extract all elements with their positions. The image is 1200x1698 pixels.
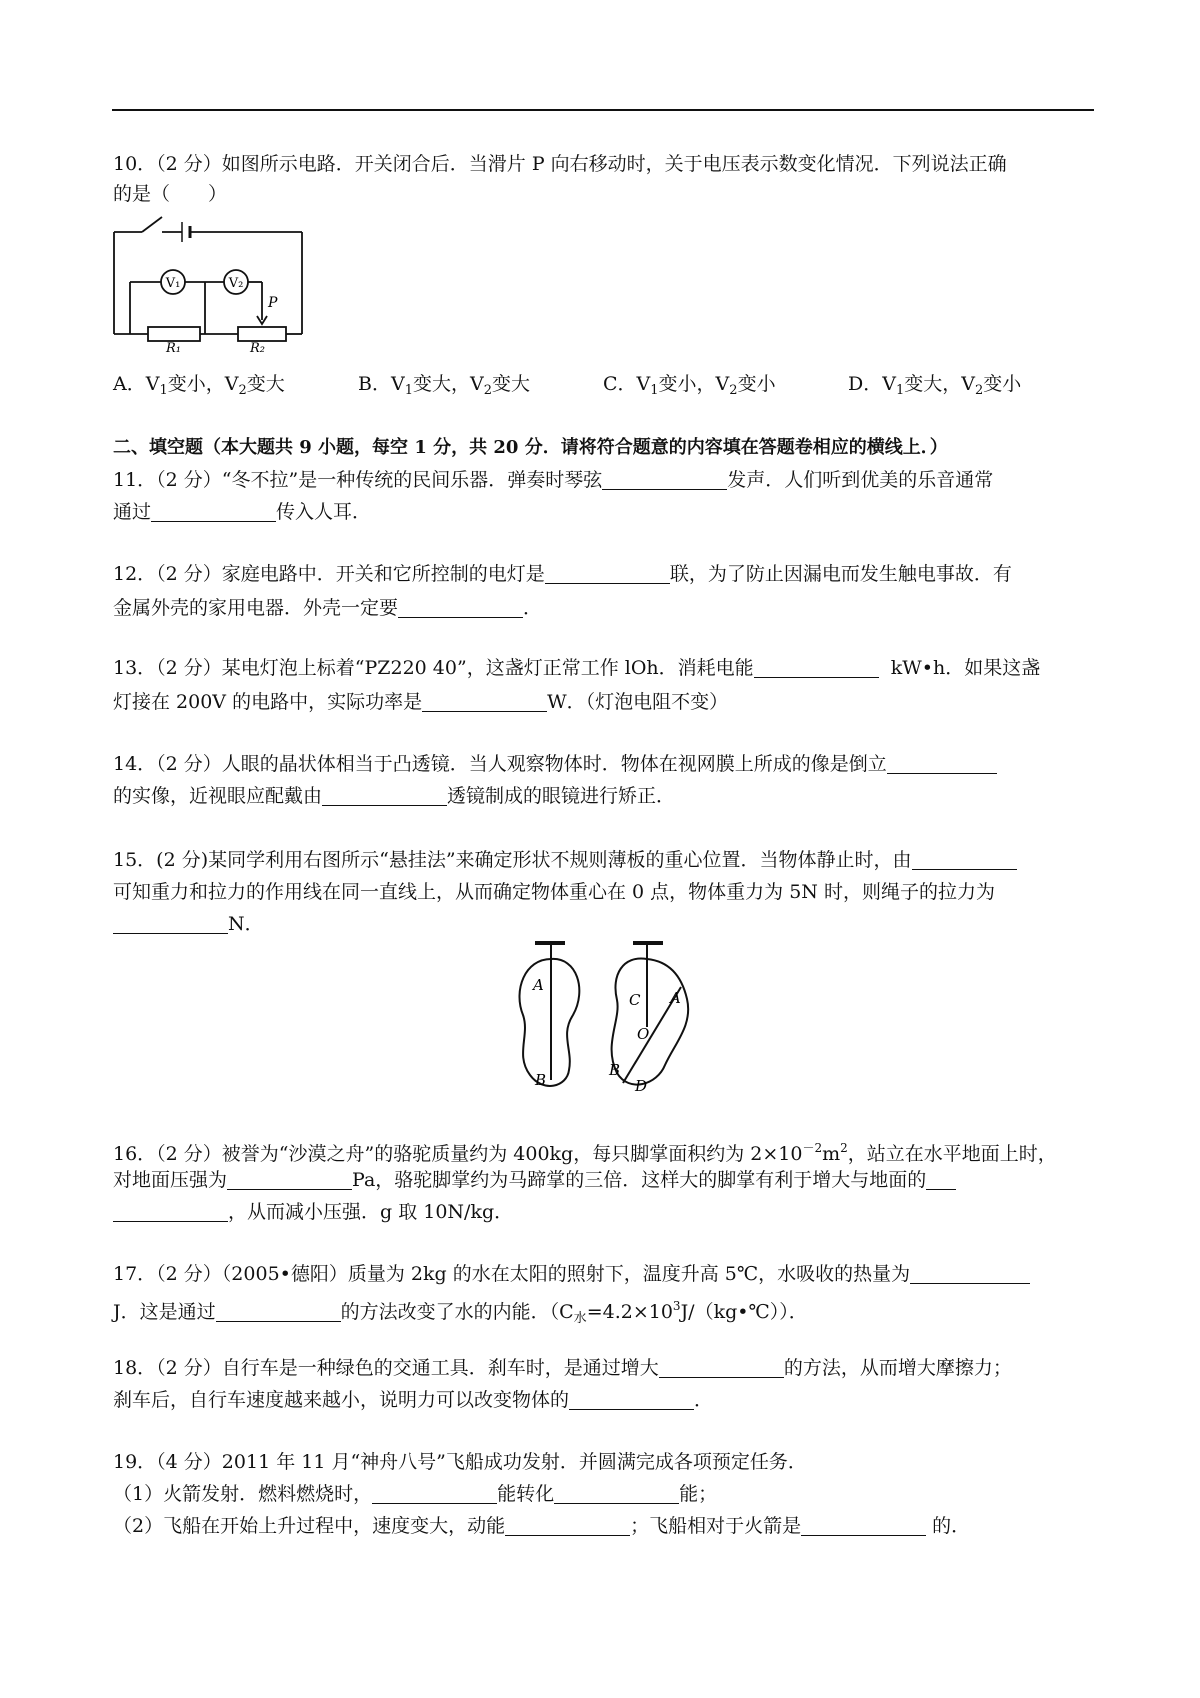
p-label: P (268, 295, 278, 311)
fig-label-a2: A (670, 989, 681, 1007)
q18-line1: 18．（2 分）自行车是一种绿色的交通工具．刹车时，是通过增大 的方法，从而增大摩擦力； (113, 1357, 1012, 1379)
q11-blank1[interactable] (602, 471, 727, 490)
q14-blank2[interactable] (322, 787, 447, 806)
q14-blank1[interactable] (887, 755, 997, 774)
q10-stem-line2: 的是（ ） (113, 183, 228, 205)
fig-label-a1: A (533, 976, 544, 994)
q19-line2: （1）火箭发射．燃料燃烧时， 能转化 能； (113, 1483, 718, 1505)
section2-heading: 二、填空题（本大题共 9 小题，每空 1 分，共 20 分．请将符合题意的内容填在答题卷相应的横线上．） (113, 437, 948, 458)
q17-line2: J．这是通过 的方法改变了水的内能．$(C_水=4.2\times 10^3J/(kg•℃))$． (113, 1299, 808, 1326)
q19-blank1[interactable] (372, 1485, 497, 1504)
v2-label: V₂ (228, 276, 244, 291)
q12-blank2[interactable] (398, 599, 523, 618)
fig-label-o: O (637, 1025, 650, 1043)
v1-label: V₁ (165, 276, 181, 291)
q16-line3: ，从而减小压强．g 取 10N/kg． (113, 1200, 513, 1224)
q14-line1: 14．（2 分）人眼的晶状体相当于凸透镜．当人观察物体时．物体在视网膜上所成的像是倒立 (113, 752, 997, 776)
q15-suspension-figure (505, 935, 705, 1095)
q12-line2: 金属外壳的家用电器．外壳一定要 ． (113, 597, 543, 619)
r2-label: R₂ (250, 341, 265, 352)
q15-line1: 15．(2 分)某同学利用右图所示“悬挂法”来确定形状不规则薄板的重心位置．当物体静止时，由 (113, 848, 1017, 872)
q19-line3: （2）飞船在开始上升过程中，速度变大，动能 ；飞船相对于火箭是 的． (113, 1515, 971, 1537)
q12-line1: 12．（2 分）家庭电路中．开关和它所控制的电灯是 联，为了防止因漏电而发生触电事故．有 (113, 563, 1012, 585)
fig-label-b1: B (535, 1071, 547, 1089)
q13-blank1[interactable] (754, 659, 879, 678)
q19-blank2[interactable] (554, 1485, 679, 1504)
q10-circuit-diagram (110, 212, 310, 352)
q13-line1: 13．（2 分）某电灯泡上标着“PZ220 40”，这盏灯正常工作 lOh．消耗电能 kW•h．如果这盏 (113, 657, 1041, 679)
q10-option-c[interactable]: C．$V_1$变小，$V_2$变小 (603, 373, 776, 398)
q19-blank3[interactable] (505, 1517, 630, 1536)
q15-line3: N． (113, 912, 264, 936)
q16-blank2-start[interactable] (926, 1171, 956, 1190)
q17-blank2[interactable] (216, 1303, 341, 1322)
q10-option-b[interactable]: B．$V_1$变大，$V_2$变大 (358, 373, 530, 398)
q16-line2: 对地面压强为 Pa，骆驼脚掌约为马蹄掌的三倍．这样大的脚掌有利于增大与地面的 (113, 1168, 956, 1192)
header-rule (112, 109, 1094, 111)
q11-line1: 11．（2 分）“冬不拉”是一种传统的民间乐器．弹奏时琴弦 发声．人们听到优美的乐音通常 (113, 469, 994, 491)
r1-label: R₁ (166, 341, 181, 352)
q15-blank1[interactable] (912, 851, 1017, 870)
q18-line2: 刹车后，自行车速度越来越小，说明力可以改变物体的 ． (113, 1389, 714, 1411)
q10-option-d[interactable]: D．$V_1$变大，$V_2$变小 (848, 373, 1022, 398)
q15-blank2[interactable] (113, 915, 228, 934)
q11-line2: 通过 传入人耳． (113, 501, 372, 523)
q13-blank2[interactable] (422, 693, 547, 712)
q19-blank4[interactable] (801, 1517, 926, 1536)
q16-blank2[interactable] (113, 1203, 228, 1222)
q18-blank2[interactable] (569, 1391, 694, 1410)
q10-stem-line1: 10．（2 分）如图所示电路．开关闭合后．当滑片 P 向右移动时，关于电压表示数变化情况．下列说法正确 (113, 153, 1007, 175)
q12-blank1[interactable] (545, 565, 670, 584)
q10-option-a[interactable]: A．$V_1$变小，$V_2$变大 (113, 373, 285, 398)
q16-blank1[interactable] (227, 1171, 352, 1190)
fig-label-d: D (635, 1077, 648, 1095)
q18-blank1[interactable] (659, 1359, 784, 1378)
q17-blank1[interactable] (910, 1265, 1030, 1284)
fig-label-b2: B (609, 1061, 621, 1079)
fig-label-c: C (629, 991, 641, 1009)
q15-line2: 可知重力和拉力的作用线在同一直线上，从而确定物体重心在 0 点，物体重力为 5N 时，则绳子的拉力为 (113, 881, 995, 903)
q19-line1: 19．（4 分）2011 年 11 月“神舟八号”飞船成功发射．并圆满完成各项预定任务． (113, 1451, 807, 1473)
q14-line2: 的实像，近视眼应配戴由 透镜制成的眼镜进行矫正． (113, 785, 676, 807)
q11-blank2[interactable] (151, 503, 276, 522)
q16-line1: 16．（2 分）被誉为“沙漠之舟”的骆驼质量约为 400kg，每只脚掌面积约为 $2\times 10^{-2}m^2$，站立在水平地面上时， (113, 1141, 1057, 1165)
q17-line1: 17．（2 分）（2005•德阳）质量为 2kg 的水在太阳的照射下，温度升高 5℃，水吸收的热量为 (113, 1262, 1030, 1286)
q13-line2: 灯接在 200V 的电路中，实际功率是 W．（灯泡电阻不变） (113, 691, 729, 713)
